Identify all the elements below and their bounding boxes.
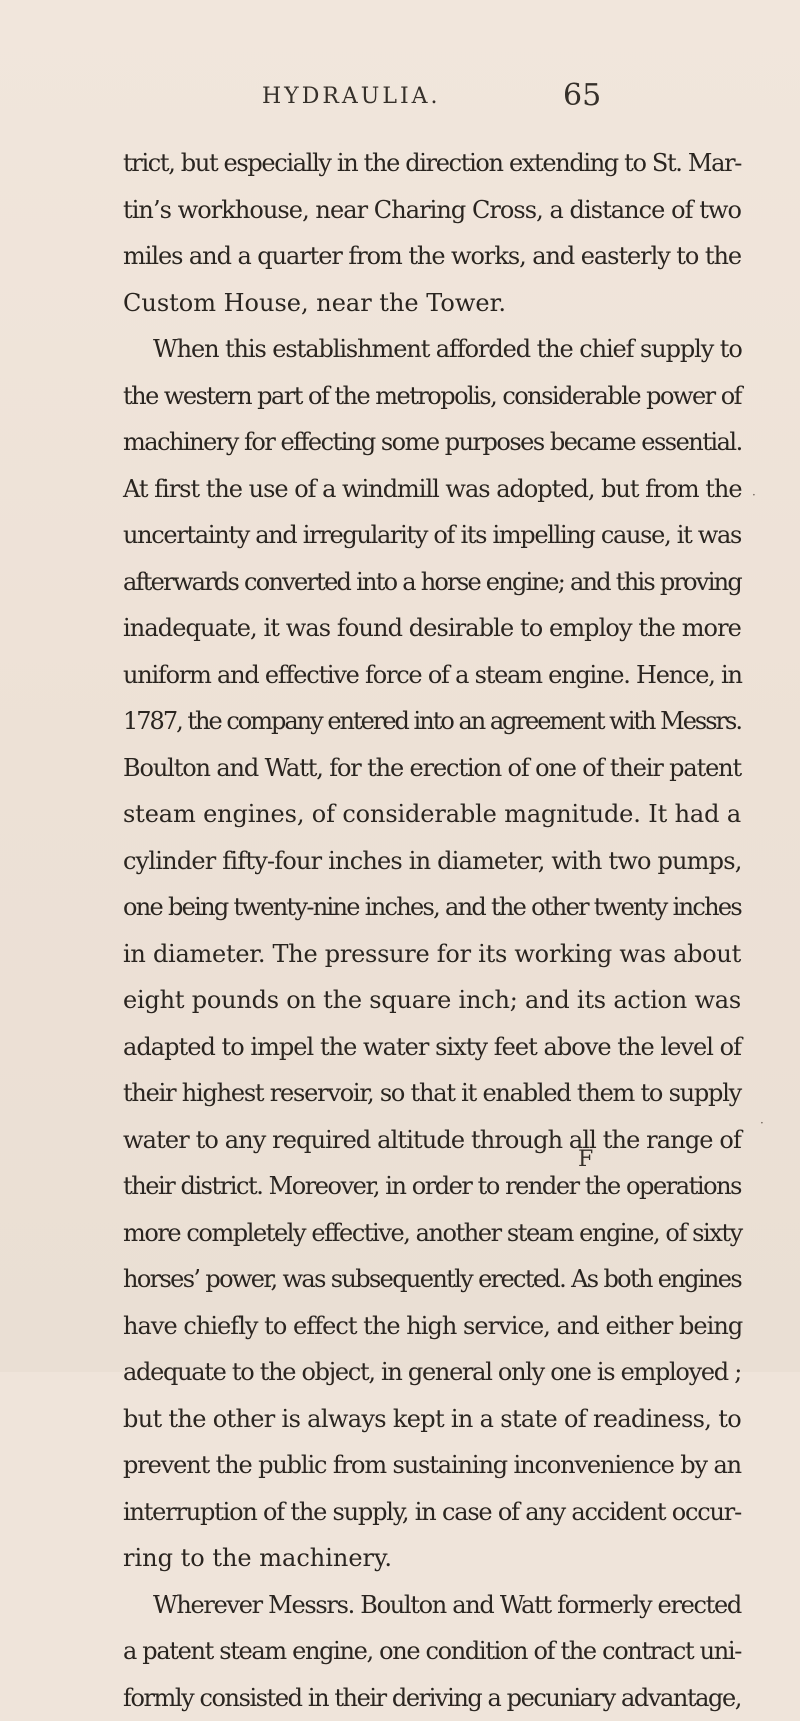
text-line: At first the use of a windmill was adopted, but from the — [0, 466, 800, 513]
text-line: adequate to the object, in general only one is employed ; — [0, 1349, 800, 1396]
text-line: afterwards converted into a horse engine; and this proving — [0, 559, 800, 606]
text-line: horses’ power, was subsequently erected. As both engines — [0, 1256, 800, 1303]
text-line: one being twenty-nine inches, and the other twenty inches — [0, 884, 800, 931]
text-line: inadequate, it was found desirable to employ the more — [0, 605, 800, 652]
text-line: When this establishment afforded the chief supply to — [0, 326, 800, 373]
text-line: miles and a quarter from the works, and easterly to the — [0, 233, 800, 280]
text-line: have chiefly to effect the high service, and either being — [0, 1303, 800, 1350]
text-line: their highest reservoir, so that it enabled them to supply — [0, 1070, 800, 1117]
text-line: tin’s workhouse, near Charing Cross, a distance of two — [0, 187, 800, 234]
text-line: steam engines, of considerable magnitude. It had a — [0, 791, 800, 838]
text-line: a patent steam engine, one condition of the contract uni- — [0, 1628, 800, 1675]
text-line: Custom House, near the Tower. — [0, 280, 800, 327]
text-line: more completely effective, another steam engine, of sixty — [0, 1210, 800, 1257]
text-line: ring to the machinery. — [0, 1535, 800, 1582]
text-line: formly consisted in their deriving a pecuniary advantage, — [0, 1675, 800, 1721]
signature-mark: F — [578, 1147, 593, 1172]
text-line: uncertainty and irregularity of its impelling cause, it was — [0, 512, 800, 559]
text-line: in diameter. The pressure for its working was about — [0, 931, 800, 978]
running-head: HYDRAULIA. — [262, 84, 441, 109]
text-line: but the other is always kept in a state of readiness, to — [0, 1396, 800, 1443]
text-line: cylinder fifty-four inches in diameter, with two pumps, — [0, 838, 800, 885]
text-line: water to any required altitude through all the range of — [0, 1117, 800, 1164]
text-line: their district. Moreover, in order to render the operations — [0, 1163, 800, 1210]
text-line: prevent the public from sustaining inconvenience by an — [0, 1442, 800, 1489]
text-line: adapted to impel the water sixty feet above the level of — [0, 1024, 800, 1071]
page-header — [0, 78, 800, 118]
text-line: trict, but especially in the direction extending to St. Mar- — [0, 140, 800, 187]
text-line: uniform and effective force of a steam engine. Hence, in — [0, 652, 800, 699]
page-number: 65 — [563, 78, 601, 113]
text-line: interruption of the supply, in case of any accident occur- — [0, 1489, 800, 1536]
text-line: the western part of the metropolis, considerable power of — [0, 373, 800, 420]
text-line: 1787, the company entered into an agreement with Messrs. — [0, 698, 800, 745]
speck-mark: · — [760, 1116, 764, 1130]
text-line: machinery for effecting some purposes became essential. — [0, 419, 800, 466]
text-line: Wherever Messrs. Boulton and Watt formerly erected — [0, 1582, 800, 1629]
body-text — [0, 140, 800, 1721]
speck-mark: · — [752, 488, 756, 502]
text-line: eight pounds on the square inch; and its action was — [0, 977, 800, 1024]
text-line: Boulton and Watt, for the erection of one of their patent — [0, 745, 800, 792]
